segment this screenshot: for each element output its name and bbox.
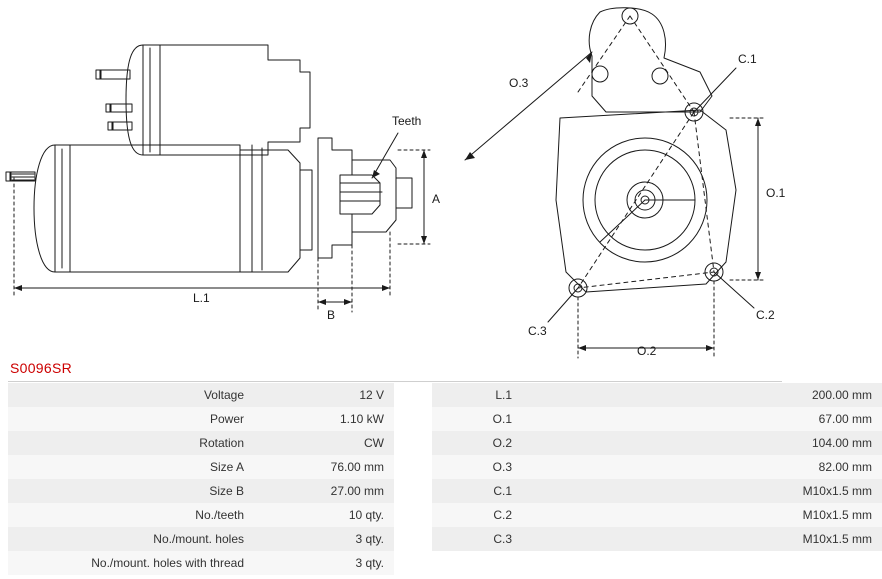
table-row	[8, 479, 882, 503]
solenoid-body	[143, 45, 310, 155]
label-teeth: Teeth	[392, 114, 422, 128]
spec-value: 3 qty.	[254, 551, 394, 575]
spec-table-wrapper	[8, 383, 872, 575]
dim-label: O.2	[432, 431, 522, 455]
table-row	[8, 431, 882, 455]
spec-value: 10 qty.	[254, 503, 394, 527]
c1-leader	[694, 68, 736, 112]
c2-leader	[714, 272, 754, 308]
table-gap	[394, 455, 432, 479]
dim-value	[522, 551, 882, 575]
terminal-1	[100, 70, 130, 79]
solenoid-end-cap	[126, 45, 143, 155]
table-row	[8, 407, 882, 431]
table-row	[8, 455, 882, 479]
table-gap	[394, 479, 432, 503]
spec-value: 1.10 kW	[254, 407, 394, 431]
label-o1: O.1	[766, 186, 786, 200]
bracket-hole-1	[592, 66, 608, 82]
spec-label: Voltage	[8, 383, 254, 407]
label-c2: C.2	[756, 308, 775, 322]
dim-label: C.2	[432, 503, 522, 527]
teeth-leader	[372, 133, 398, 178]
spec-label: No./mount. holes with thread	[8, 551, 254, 575]
spec-label: Power	[8, 407, 254, 431]
drive-housing	[240, 150, 300, 272]
dim-value: M10x1.5 mm	[522, 503, 882, 527]
label-l1: L.1	[193, 291, 210, 305]
c3-leader	[548, 288, 578, 322]
dim-label: C.3	[432, 527, 522, 551]
dim-label: O.3	[432, 455, 522, 479]
spec-value: 3 qty.	[254, 527, 394, 551]
spec-value: 12 V	[254, 383, 394, 407]
dim-value: 200.00 mm	[522, 383, 882, 407]
table-row	[8, 551, 882, 575]
motor-rear-cap	[34, 145, 55, 272]
spec-label: Size B	[8, 479, 254, 503]
dim-value: 104.00 mm	[522, 431, 882, 455]
pinion-gear	[340, 175, 380, 214]
terminal-3	[112, 122, 132, 130]
dim-value: M10x1.5 mm	[522, 479, 882, 503]
dim-value: 67.00 mm	[522, 407, 882, 431]
table-gap	[394, 431, 432, 455]
divider	[8, 381, 782, 382]
table-gap	[394, 527, 432, 551]
table-row	[8, 383, 882, 407]
dim-label	[432, 551, 522, 575]
dim-label: L.1	[432, 383, 522, 407]
spec-value: 76.00 mm	[254, 455, 394, 479]
spec-value: 27.00 mm	[254, 479, 394, 503]
table-row	[8, 503, 882, 527]
spec-value: CW	[254, 431, 394, 455]
dim-label: O.1	[432, 407, 522, 431]
label-c1: C.1	[738, 52, 757, 66]
bracket-hole-2	[652, 68, 668, 84]
dim-value: M10x1.5 mm	[522, 527, 882, 551]
spec-label: No./mount. holes	[8, 527, 254, 551]
label-a: A	[432, 192, 441, 206]
spec-label: Rotation	[8, 431, 254, 455]
table-row	[8, 527, 882, 551]
spec-table	[8, 383, 882, 575]
label-o3: O.3	[509, 76, 529, 90]
spec-label: No./teeth	[8, 503, 254, 527]
motor-body	[55, 145, 240, 272]
table-gap	[394, 551, 432, 575]
dim-label: C.1	[432, 479, 522, 503]
label-c3: C.3	[528, 324, 547, 338]
terminal-2	[110, 104, 132, 112]
dim-value: 82.00 mm	[522, 455, 882, 479]
table-gap	[394, 383, 432, 407]
part-code: S0096SR	[10, 360, 73, 376]
table-gap	[394, 407, 432, 431]
label-o2: O.2	[637, 344, 657, 358]
spec-label: Size A	[8, 455, 254, 479]
label-b: B	[327, 308, 336, 322]
dim-o3-line	[465, 52, 592, 160]
upper-bracket-outline	[589, 8, 712, 112]
table-gap	[394, 503, 432, 527]
